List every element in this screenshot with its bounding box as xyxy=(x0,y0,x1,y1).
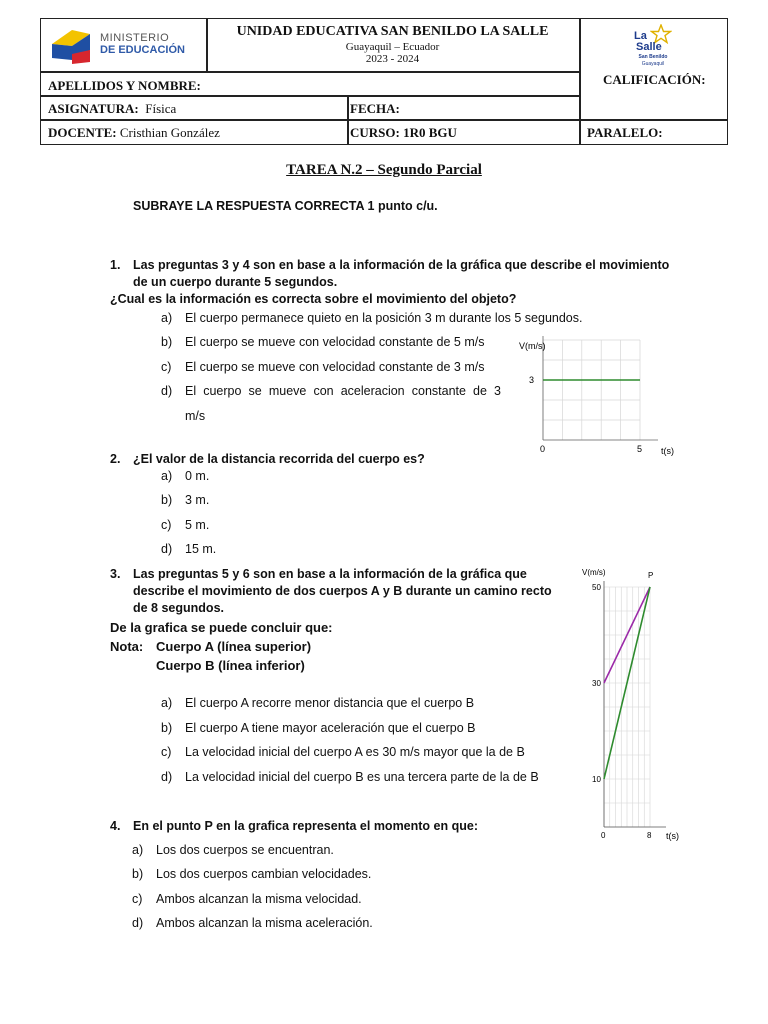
divider xyxy=(41,119,727,121)
option-letter: a) xyxy=(161,311,173,325)
q1-option-b[interactable] xyxy=(161,335,484,349)
option-text: Ambos alcanzan la misma velocidad. xyxy=(156,892,362,906)
q1-line3: ¿Cual es la información es correcta sobre el movimiento del objeto? xyxy=(110,292,517,306)
star-icon xyxy=(652,25,671,43)
option-letter: b) xyxy=(161,335,173,349)
q1-option-c[interactable] xyxy=(161,360,484,374)
y-tick-label: 30 xyxy=(592,679,601,688)
option-text: El cuerpo se mueve con velocidad constante de 3 m/s xyxy=(185,360,485,374)
docente-label: DOCENTE: xyxy=(48,125,117,140)
logo-text-salle: Salle xyxy=(636,41,662,53)
ministry-name-1: MINISTERIO xyxy=(100,32,170,44)
divider xyxy=(41,71,579,73)
docente-row xyxy=(48,125,220,141)
x-axis-label: t(s) xyxy=(666,831,679,841)
q3-line2: describe el movimiento de dos cuerpos A y B durante un camino recto xyxy=(133,584,552,598)
q4-option-c[interactable] xyxy=(132,892,362,906)
q1-option-a[interactable] xyxy=(161,311,582,325)
asignatura-value: Física xyxy=(145,101,177,116)
q3-line1: Las preguntas 5 y 6 son en base a la información de la gráfica que xyxy=(133,567,527,581)
q2-text: ¿El valor de la distancia recorrida del cuerpo es? xyxy=(133,452,425,466)
option-letter: c) xyxy=(132,892,143,906)
q2-option-d[interactable] xyxy=(161,542,216,556)
point-p-label: P xyxy=(648,571,654,580)
q2-option-b[interactable] xyxy=(161,493,209,507)
q2-number: 2. xyxy=(110,452,121,466)
option-text: 15 m. xyxy=(185,542,217,556)
option-text: Los dos cuerpos cambian velocidades. xyxy=(156,867,372,881)
q4-option-d[interactable] xyxy=(132,916,373,930)
y-axis-label: V(m/s) xyxy=(519,341,546,351)
option-text: El cuerpo permanece quieto en la posición 3 m durante los 5 segundos. xyxy=(185,311,583,325)
option-letter: a) xyxy=(161,696,173,710)
q3-line4: De la grafica se puede concluir que: xyxy=(110,620,333,635)
q3-nota-b: Cuerpo B (línea inferior) xyxy=(156,658,305,673)
option-text: El cuerpo A tiene mayor aceleración que el cuerpo B xyxy=(185,721,476,735)
option-letter: d) xyxy=(161,770,173,784)
option-text: El cuerpo se mueve con velocidad constante de 5 m/s xyxy=(185,335,485,349)
divider xyxy=(41,95,579,97)
option-letter: b) xyxy=(161,493,173,507)
option-letter: c) xyxy=(161,745,172,759)
x-tick-label: 0 xyxy=(601,831,606,840)
calificacion-label: CALIFICACIÓN: xyxy=(603,72,706,87)
option-letter: d) xyxy=(132,916,144,930)
option-text: Los dos cuerpos se encuentran. xyxy=(156,843,334,857)
paralelo-label: PARALELO: xyxy=(587,125,663,140)
q4-text: En el punto P en la grafica representa el momento en que: xyxy=(133,819,478,833)
option-text: Ambos alcanzan la misma aceleración. xyxy=(156,916,373,930)
option-letter: d) xyxy=(161,384,173,398)
option-text: La velocidad inicial del cuerpo B es una tercera parte de la de B xyxy=(185,770,539,784)
asignatura-label: ASIGNATURA: xyxy=(48,101,139,116)
option-text: 0 m. xyxy=(185,469,210,483)
y-tick-label: 3 xyxy=(529,375,535,385)
logo-text-benildo: San Benildo xyxy=(638,54,668,60)
x-axis-label: t(s) xyxy=(661,446,674,456)
option-letter: a) xyxy=(161,469,173,483)
divider xyxy=(347,95,349,144)
option-letter: b) xyxy=(132,867,144,881)
x-tick-label: 5 xyxy=(637,444,643,454)
x-tick-label: 0 xyxy=(540,444,546,454)
option-letter: a) xyxy=(132,843,144,857)
ministry-logo xyxy=(50,24,190,66)
q3-option-c[interactable] xyxy=(161,745,525,759)
option-text: El cuerpo se mueve con aceleracion constante de 3 xyxy=(185,384,501,398)
q3-number: 3. xyxy=(110,567,121,581)
q1-option-d[interactable] xyxy=(161,384,501,398)
school-year: 2023 - 2024 xyxy=(365,53,420,65)
q3-nota-label: Nota: xyxy=(110,639,144,654)
curso-label: CURSO: 1R0 BGU xyxy=(350,125,457,140)
q3-option-d[interactable] xyxy=(161,770,539,784)
q3-option-a[interactable] xyxy=(161,696,474,710)
lasalle-logo xyxy=(628,22,678,70)
q3-line3: de 8 segundos. xyxy=(133,601,224,615)
q1-line1: Las preguntas 3 y 4 son en base a la información de la gráfica que describe el movimiento xyxy=(133,258,670,272)
ministry-name-2: DE EDUCACIÓN xyxy=(100,44,185,56)
q1-option-d-cont: m/s xyxy=(185,409,206,423)
option-text: La velocidad inicial del cuerpo A es 30 m/s mayor que la de B xyxy=(185,745,525,759)
apellidos-label: APELLIDOS Y NOMBRE: xyxy=(48,78,201,93)
option-text: 5 m. xyxy=(185,518,210,532)
option-letter: c) xyxy=(161,518,172,532)
option-letter: b) xyxy=(161,721,173,735)
logo-text-la: La xyxy=(634,30,647,42)
q3-nota-a: Cuerpo A (línea superior) xyxy=(156,639,312,654)
q1-number: 1. xyxy=(110,258,121,272)
school-name: UNIDAD EDUCATIVA SAN BENILDO LA SALLE xyxy=(236,24,549,39)
task-title: TAREA N.2 – Segundo Parcial xyxy=(286,162,482,178)
q3-option-b[interactable] xyxy=(161,721,475,735)
instruction: SUBRAYE LA RESPUESTA CORRECTA 1 punto c/u. xyxy=(133,199,438,213)
option-letter: c) xyxy=(161,360,172,374)
logo-text-city: Guayaquil xyxy=(641,61,665,67)
q2-option-a[interactable] xyxy=(161,469,209,483)
y-tick-label: 10 xyxy=(592,775,601,784)
velocity-chart-2 xyxy=(578,565,688,845)
docente-value: Cristhian González xyxy=(119,125,220,140)
q2-option-c[interactable] xyxy=(161,518,209,532)
fecha-label: FECHA: xyxy=(350,101,400,116)
velocity-chart-1 xyxy=(505,335,685,460)
option-text: 3 m. xyxy=(185,493,210,507)
y-axis-label: V(m/s) xyxy=(582,568,606,577)
asignatura-row xyxy=(48,101,176,117)
q4-option-b[interactable] xyxy=(132,867,371,881)
x-tick-label: 8 xyxy=(647,831,652,840)
school-city: Guayaquil – Ecuador xyxy=(345,41,440,53)
q4-option-a[interactable] xyxy=(132,843,334,857)
q4-number: 4. xyxy=(110,819,121,833)
y-tick-label: 50 xyxy=(592,583,601,592)
option-text: El cuerpo A recorre menor distancia que el cuerpo B xyxy=(185,696,475,710)
option-letter: d) xyxy=(161,542,173,556)
q1-line2: de un cuerpo durante 5 segundos. xyxy=(133,275,338,289)
